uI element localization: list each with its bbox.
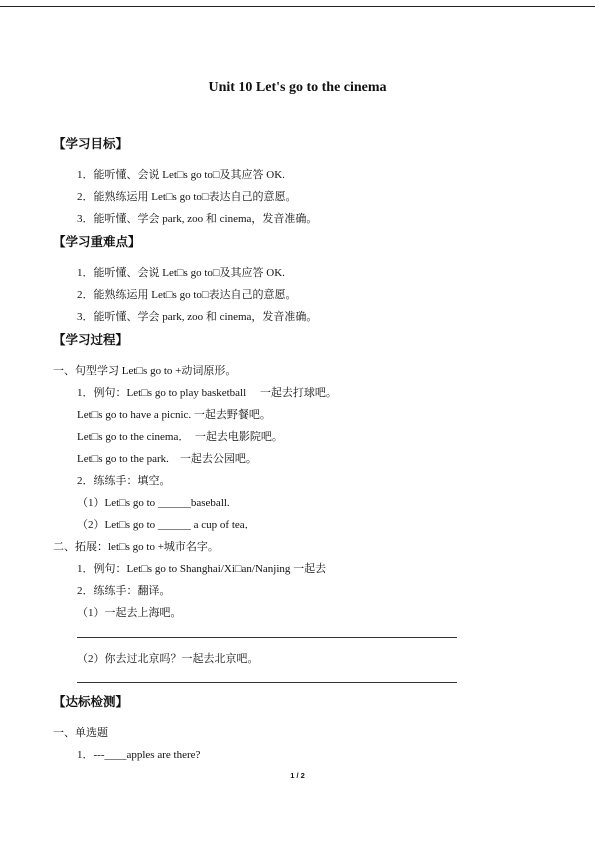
answer-line — [77, 682, 457, 683]
goal-item: 2．能熟练运用 Let□s go to□表达自己的意愿。 — [77, 191, 297, 203]
test-question: 1．---____apples are there? — [77, 749, 201, 761]
key-point-item: 1．能听懂、会说 Let□s go to□及其应答 OK. — [77, 267, 285, 279]
process-part2-heading: 二、拓展：let□s go to +城市名字。 — [53, 541, 219, 553]
process-part1-heading: 一、句型学习 Let□s go to +动词原形。 — [53, 365, 237, 377]
example-sentence: 1．例句：Let□s go to play basketball 一起去打球吧。 — [77, 387, 337, 399]
key-point-item: 3．能听懂、学会 park, zoo 和 cinema，发音准确。 — [77, 311, 318, 323]
page-number: 1 / 2 — [290, 771, 305, 780]
section-heading-test: 【达标检测】 — [53, 694, 129, 709]
exercise-heading: 2．练练手：填空。 — [77, 475, 171, 487]
goal-item: 1．能听懂、会说 Let□s go to□及其应答 OK. — [77, 169, 285, 181]
translate-exercise: （1）一起去上海吧。 — [77, 607, 182, 619]
page-title: Unit 10 Let's go to the cinema — [208, 80, 387, 95]
answer-line — [77, 637, 457, 638]
goal-item: 3．能听懂、学会 park, zoo 和 cinema，发音准确。 — [77, 213, 318, 225]
test-part1-heading: 一、单选题 — [53, 727, 108, 739]
section-heading-key-points: 【学习重难点】 — [53, 234, 141, 249]
fill-blank-exercise: （1）Let□s go to ______baseball. — [77, 497, 230, 509]
section-heading-process: 【学习过程】 — [53, 332, 129, 347]
section-heading-goals: 【学习目标】 — [53, 136, 129, 151]
key-point-item: 2．能熟练运用 Let□s go to□表达自己的意愿。 — [77, 289, 297, 301]
fill-blank-exercise: （2）Let□s go to ______ a cup of tea． — [77, 519, 256, 531]
example-sentence: Let□s go to the cinema． 一起去电影院吧。 — [77, 431, 283, 443]
translate-exercise: （2）你去过北京吗？一起去北京吧。 — [77, 653, 259, 665]
example-sentence: Let□s go to have a picnic. 一起去野餐吧。 — [77, 409, 271, 421]
example-sentence: 1．例句：Let□s go to Shanghai/Xi□an/Nanjing 一起去 — [77, 563, 327, 575]
translate-heading: 2．练练手：翻译。 — [77, 585, 171, 597]
example-sentence: Let□s go to the park. 一起去公园吧。 — [77, 453, 257, 465]
header-rule — [0, 6, 595, 7]
